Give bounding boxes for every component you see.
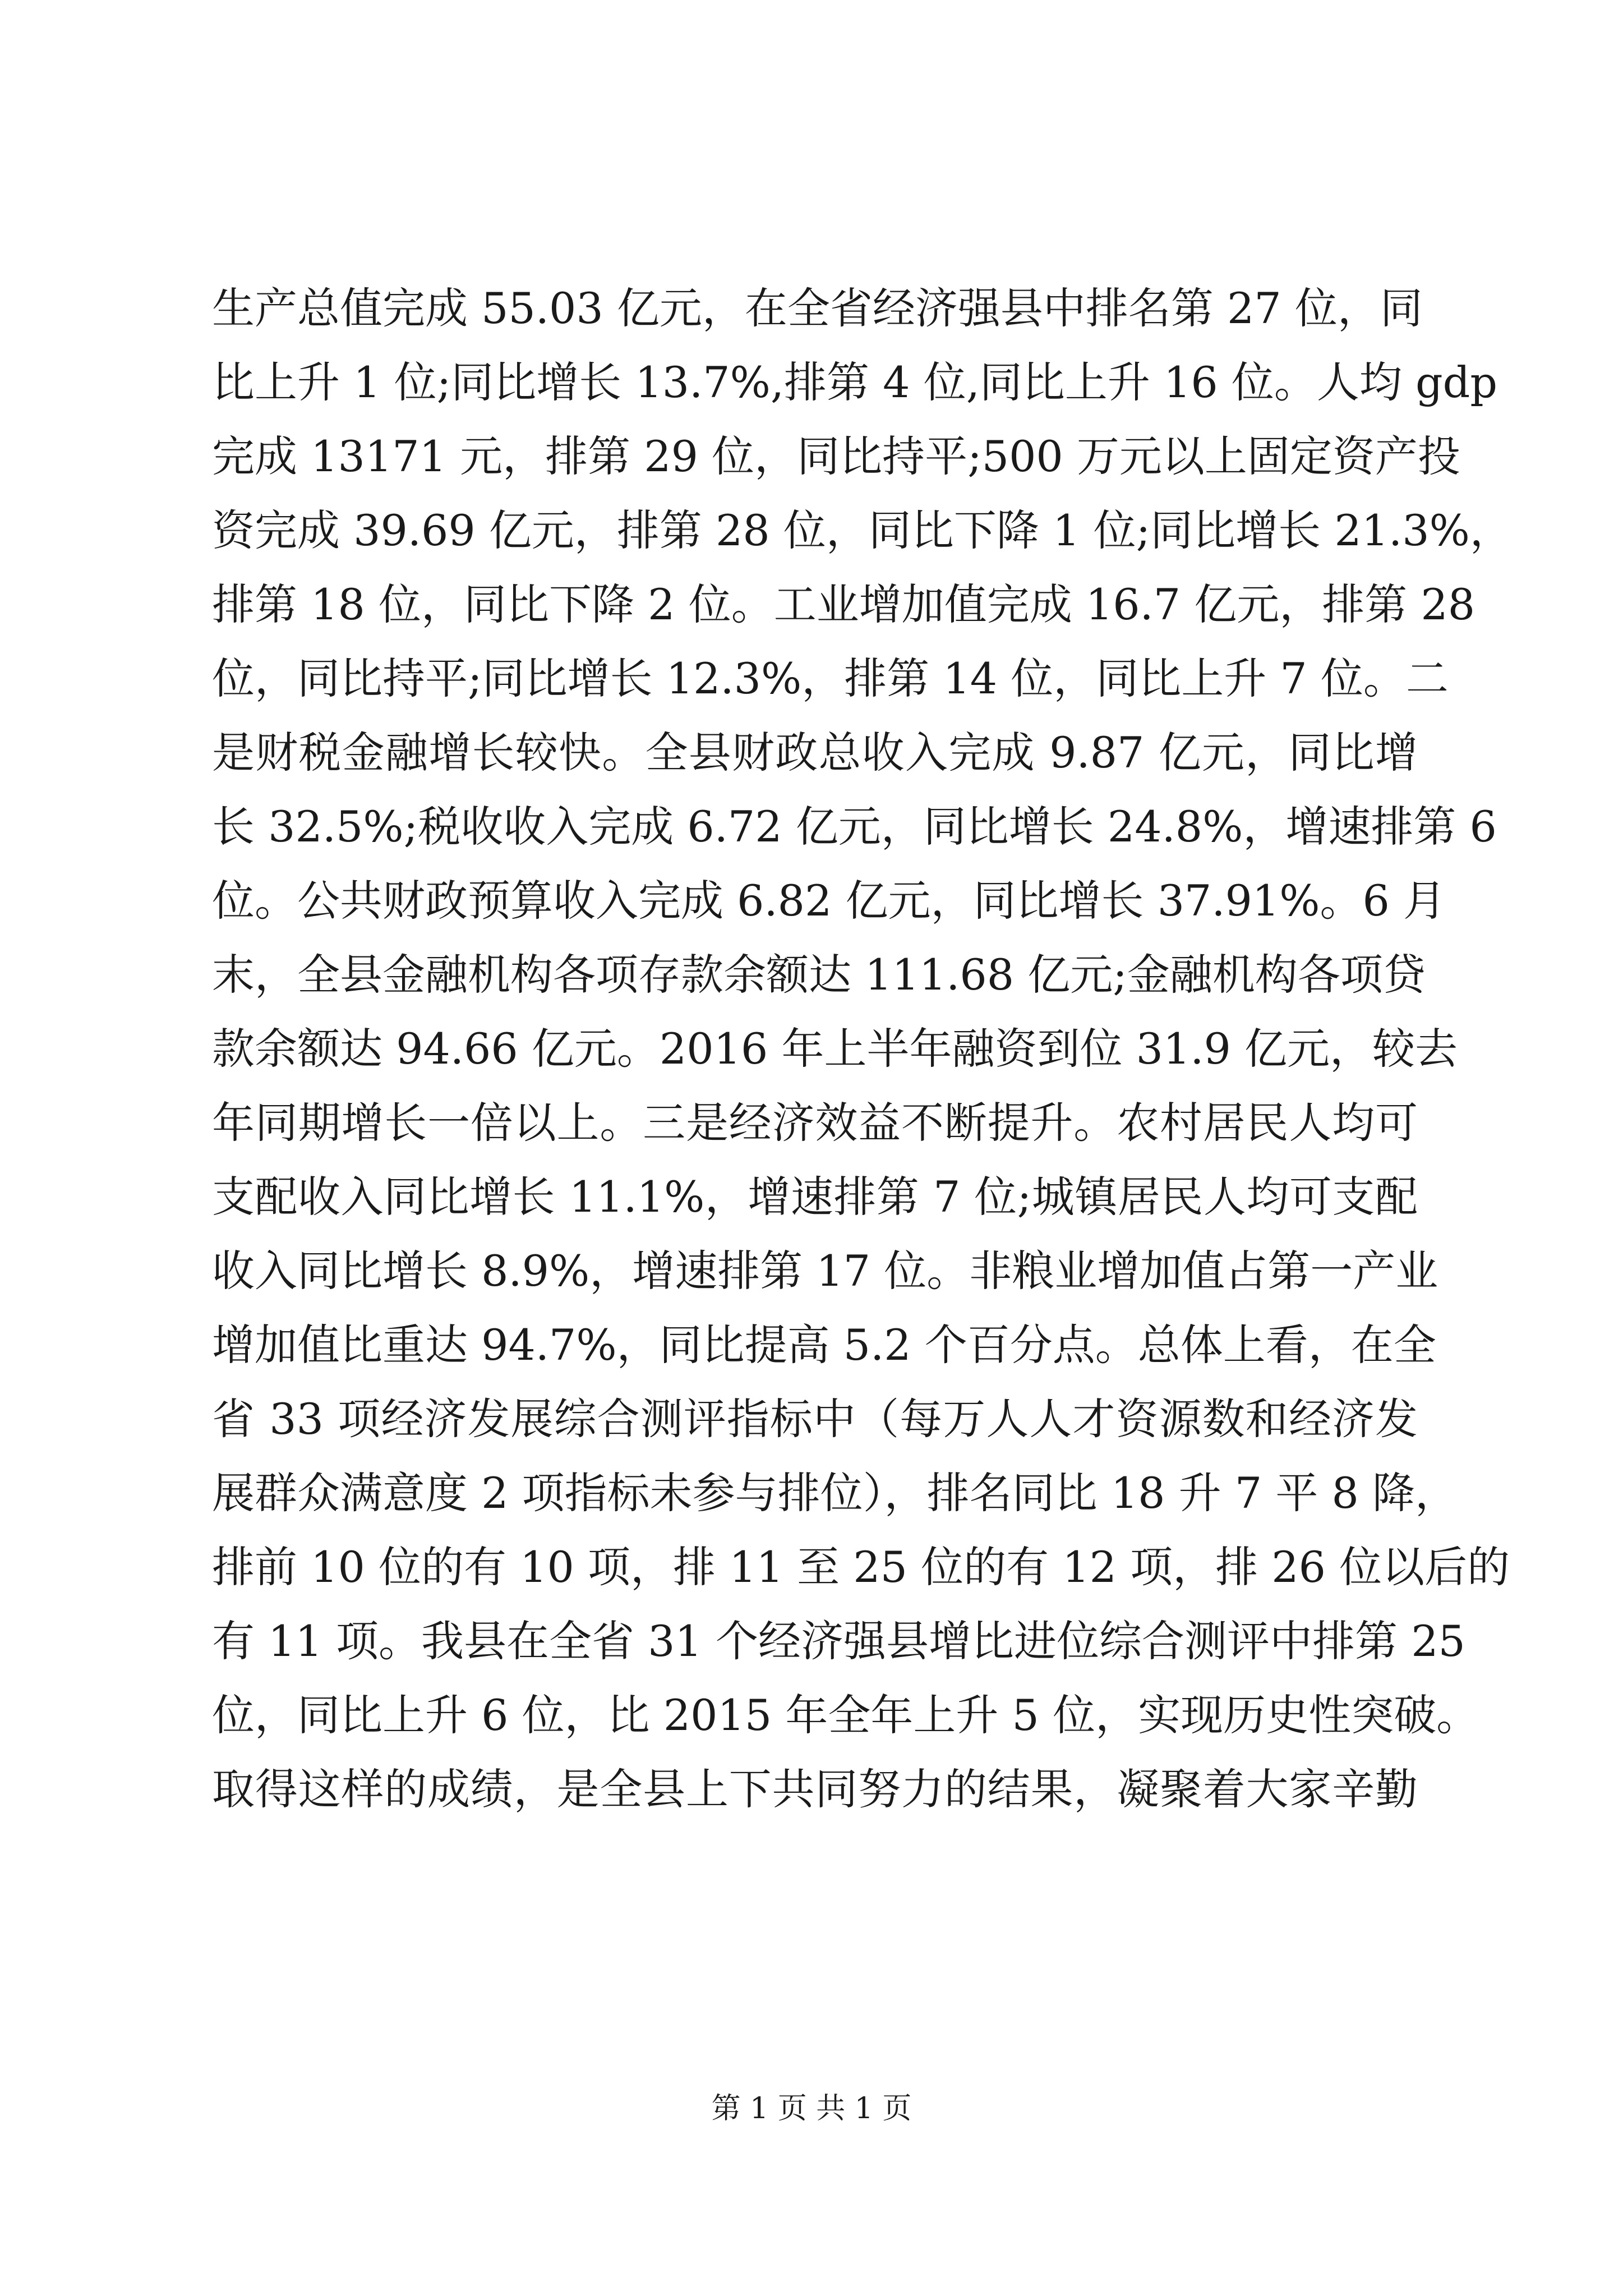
body-text: [212, 272, 1513, 1826]
text-line: 有 11 项。我县在全省 31 个经济强县增比进位综合测评中排第 25: [212, 1616, 1465, 1666]
text-line: 展群众满意度 2 项指标未参与排位），排名同比 18 升 7 平 8 降，: [212, 1468, 1458, 1518]
text-line: 排第 18 位，同比下降 2 位。工业增加值完成 16.7 亿元，排第 28: [212, 579, 1476, 629]
text-line: 位，同比持平;同比增长 12.3%，排第 14 位，同比上升 7 位。二: [212, 654, 1449, 703]
text-line: 省 33 项经济发展综合测评指标中（每万人人才资源数和经济发: [212, 1394, 1418, 1444]
text-line: 位。公共财政预算收入完成 6.82 亿元，同比增长 37.91%。6 月: [212, 876, 1446, 926]
text-line: 末，全县金融机构各项存款余额达 111.68 亿元;金融机构各项贷: [212, 950, 1426, 1000]
text-line: 年同期增长一倍以上。三是经济效益不断提升。农村居民人均可: [212, 1098, 1418, 1148]
text-line: 长 32.5%;税收收入完成 6.72 亿元，同比增长 24.8%，增速排第 6: [212, 802, 1497, 852]
text-line: 完成 13171 元，排第 29 位，同比持平;500 万元以上固定资产投: [212, 431, 1460, 481]
text-line: 资完成 39.69 亿元，排第 28 位，同比下降 1 位;同比增长 21.3%，: [212, 505, 1513, 555]
text-line: 排前 10 位的有 10 项，排 11 至 25 位的有 12 项，排 26 位以后的: [212, 1542, 1510, 1592]
text-line: 生产总值完成 55.03 亿元，在全省经济强县中排名第 27 位，同: [212, 283, 1423, 333]
text-line: 取得这样的成绩，是全县上下共同努力的结果，凝聚着大家辛勤: [212, 1764, 1418, 1814]
page-footer: 第 1 页 共 1 页: [711, 2092, 912, 2125]
text-line: 比上升 1 位;同比增长 13.7%,排第 4 位,同比上升 16 位。人均 gdp: [212, 357, 1497, 407]
text-line: 收入同比增长 8.9%，增速排第 17 位。非粮业增加值占第一产业: [212, 1246, 1438, 1296]
text-line: 位，同比上升 6 位，比 2015 年全年上升 5 位，实现历史性突破。: [212, 1690, 1479, 1740]
text-line: 是财税金融增长较快。全县财政总收入完成 9.87 亿元，同比增: [212, 728, 1418, 777]
text-line: 款余额达 94.66 亿元。2016 年上半年融资到位 31.9 亿元，较去: [212, 1024, 1458, 1074]
text-line: 支配收入同比增长 11.1%，增速排第 7 位;城镇居民人均可支配: [212, 1172, 1418, 1222]
text-line: 增加值比重达 94.7%，同比提高 5.2 个百分点。总体上看，在全: [212, 1320, 1436, 1370]
